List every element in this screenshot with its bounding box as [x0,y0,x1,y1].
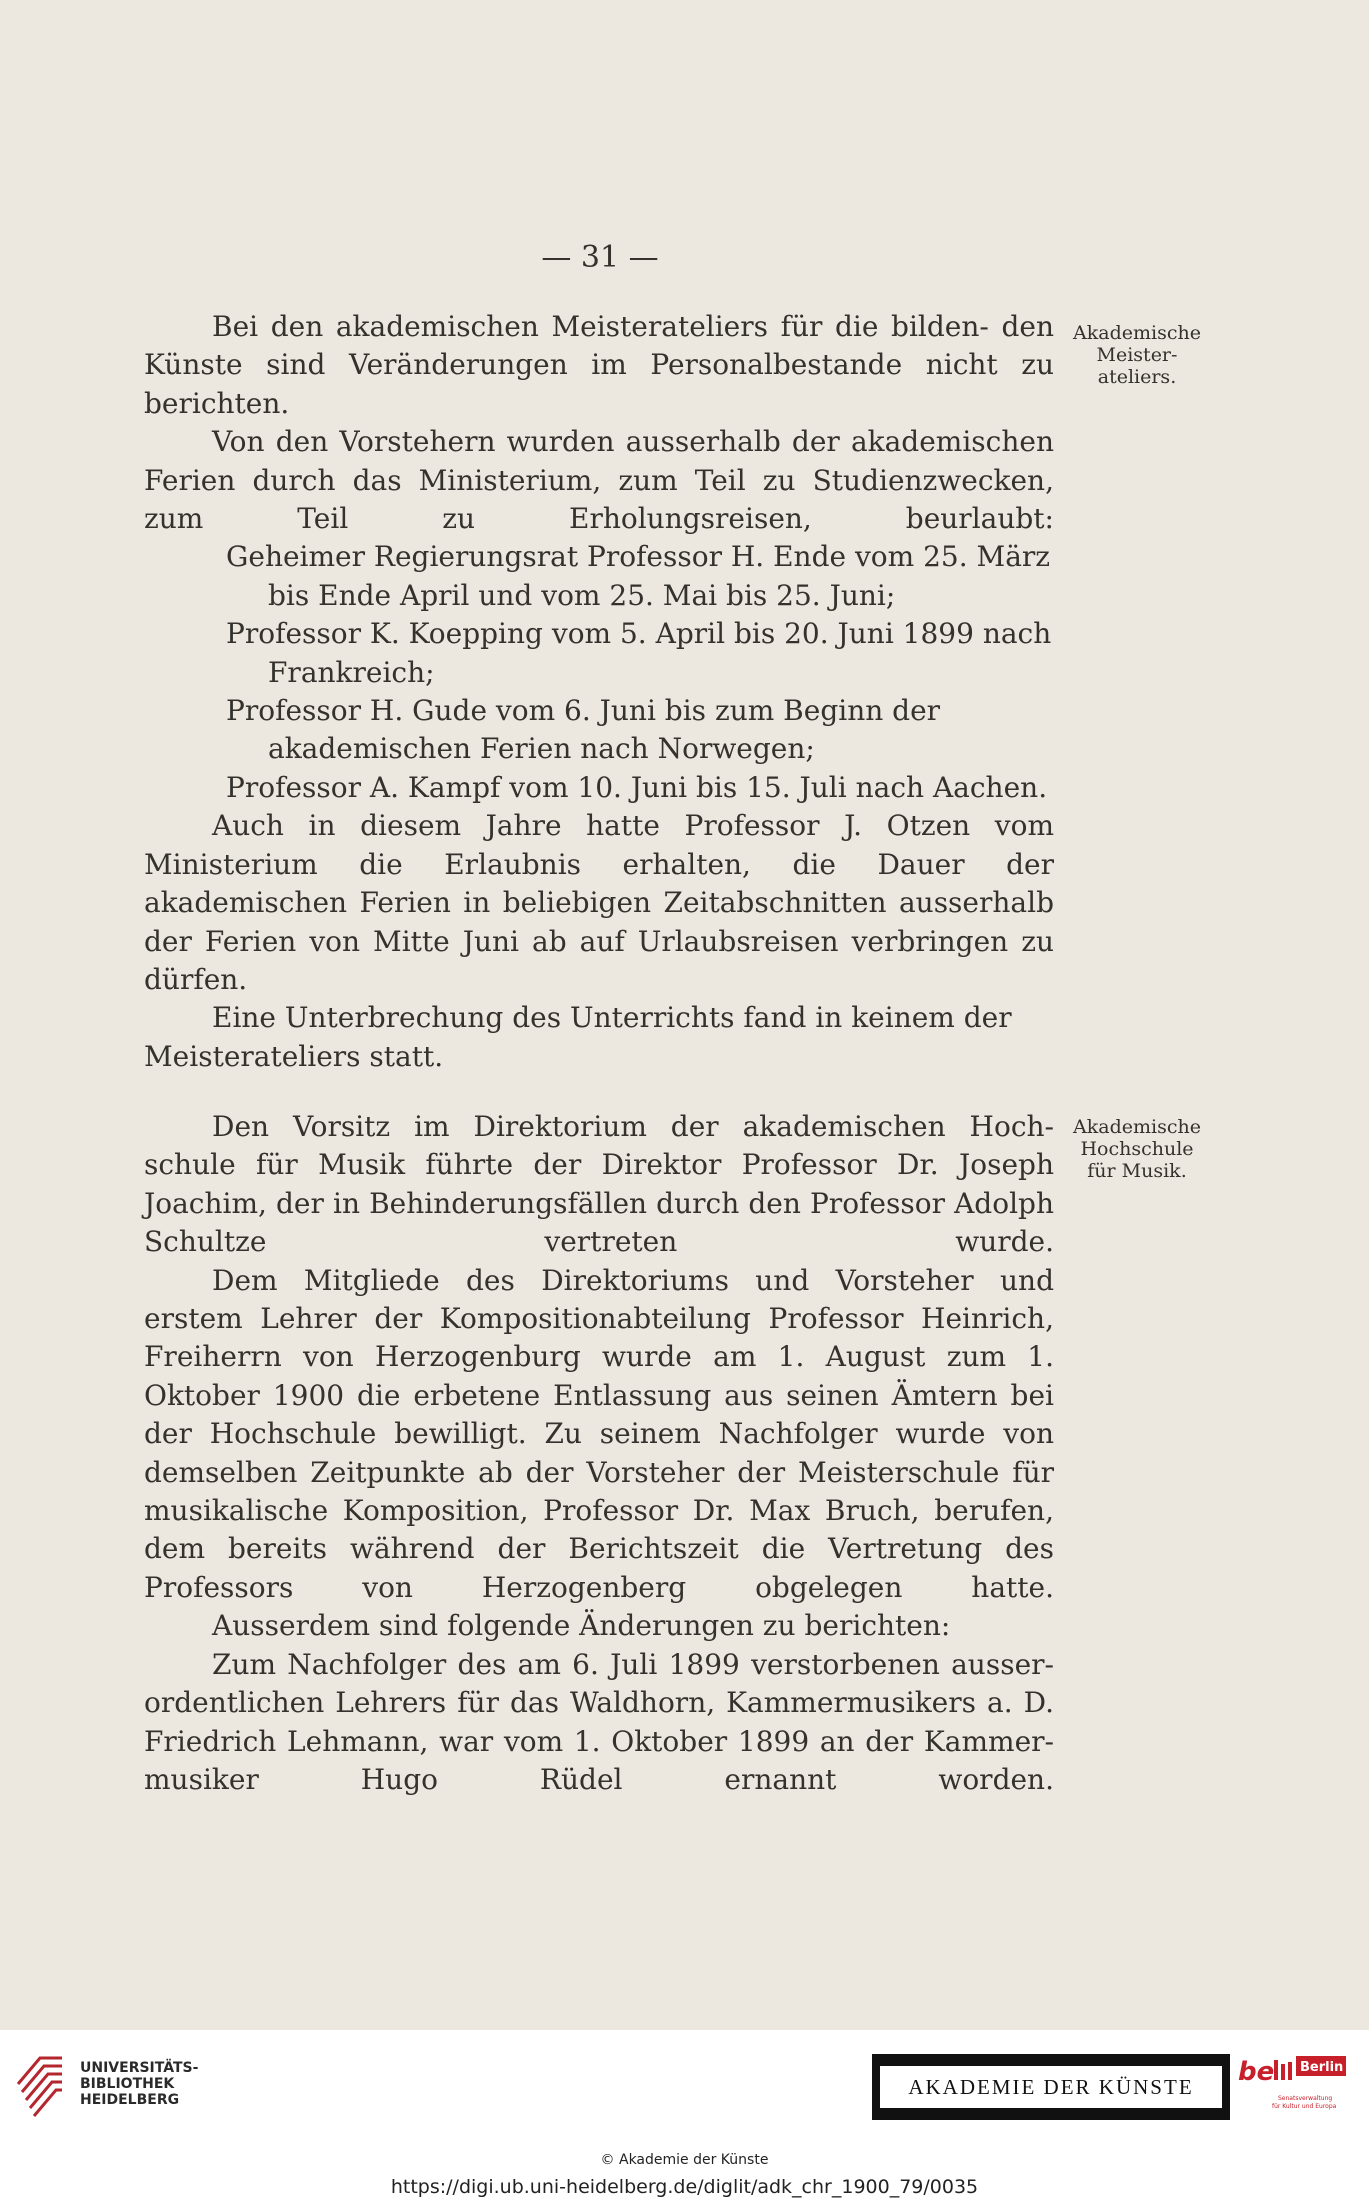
svg-text:be: be [1238,2057,1275,2087]
svg-text:für Kultur und Europa: für Kultur und Europa [1272,2103,1337,2110]
paragraph: Von den Vorstehern wurden ausserhalb der akademischen Ferien durch das Ministerium, zum Teil zu Studienzwecken, zum Teil zu Erholungsreisen, beurlaubt: [144,425,1054,536]
library-line: UNIVERSITÄTS- [80,2060,199,2076]
margin-note-hochschule [1062,1116,1212,1182]
paragraph: Den Vorsitz im Direktorium der akademischen Hoch- schule für Musik führte der Direktor Professor Dr. Joseph Joachim, der in Behinderungsfällen durch den Professor Adolph Schultze vertreten wurde. [144,1110,1054,1259]
section-meisterateliers [144,308,1054,1076]
svg-text:Berlin: Berlin [1300,2060,1344,2075]
margin-line: für Musik. [1087,1160,1187,1182]
list-item: Professor K. Koepping vom 5. April bis 20. Juni 1899 nach Frankreich; [226,617,1052,689]
margin-line: Akademische [1073,1116,1201,1138]
list-item: Professor H. Gude vom 6. Juni bis zum Beginn der akademischen Ferien nach Norwegen; [226,694,941,766]
margin-line: Meister- [1096,344,1178,366]
margin-line: Hochschule [1080,1138,1194,1160]
library-line: HEIDELBERG [80,2092,180,2108]
source-url[interactable]: https://digi.ub.uni-heidelberg.de/diglit/adk_chr_1900_79/0035 [390,2176,979,2198]
section-hochschule [144,1108,1054,1799]
university-library-name [80,2060,198,2108]
viewer-footer [0,2030,1369,2207]
paragraph: Ausserdem sind folgende Änderungen zu berichten: [212,1609,951,1643]
margin-line: Akademische [1073,322,1201,344]
paragraph: Bei den akademischen Meisterateliers für die bilden- den Künste sind Veränderungen im Personalbestande nicht zu berichten. [144,310,1054,420]
library-line: BIBLIOTHEK [80,2076,175,2092]
list-item: Professor A. Kampf vom 10. Juni bis 15. Juli nach Aachen. [226,770,1048,804]
be-berlin-logo-icon[interactable] [1236,2050,1348,2126]
paragraph: Dem Mitgliede des Direktoriums und Vorsteher und erstem Lehrer der Kompositionabteilung Professor Heinrich, Freiherrn von Herzogenburg wurde am 1. August zum 1. Oktober 1900 die erbetene Entlassung aus seinen Ämtern bei der Hochschule bewilligt. Zu seinem Nachfolger wurde von demselben Zeitpunkte ab der Vorsteher der Meisterschule für musikalische Komposition, Professor Dr. Max Bruch, berufen, dem bereits während der Berichtszeit die Vertretung des Professors von Herzogenberg obgelegen hatte. [144,1263,1054,1604]
paragraph: Zum Nachfolger des am 6. Juli 1899 verstorbenen ausser- ordentlichen Lehrers für das Waldhorn, Kammermusikers a. D. Friedrich Lehmann, war vom 1. Oktober 1899 an der Kammer- musiker Hugo Rüdel ernannt worden. [144,1647,1054,1796]
svg-text:Senatsverwaltung: Senatsverwaltung [1278,2095,1333,2102]
page-number: — 31 — [541,240,659,275]
margin-line: ateliers. [1097,366,1177,388]
copyright: © Akademie der Künste [600,2152,769,2168]
paragraph: Auch in diesem Jahre hatte Professor J. Otzen vom Ministerium die Erlaubnis erhalten, die Dauer der akademischen Ferien in beliebigen Zeitabschnitten ausserhalb der Ferien von Mitte Juni ab auf Urlaubsreisen verbringen zu dürfen. [144,809,1054,996]
paragraph: Eine Unterbrechung des Unterrichts fand in keinem der Meisterateliers statt. [144,1001,1012,1073]
akademie-logo-text: AKADEMIE DER KÜNSTE [880,2066,1222,2108]
university-library-logo-icon[interactable] [14,2048,66,2124]
margin-note-meisterateliers [1062,322,1212,388]
list-item: Geheimer Regierungsrat Professor H. Ende vom 25. März bis Ende April und vom 25. Mai bis 25. Juni; [226,540,1051,612]
akademie-logo[interactable] [872,2054,1230,2120]
